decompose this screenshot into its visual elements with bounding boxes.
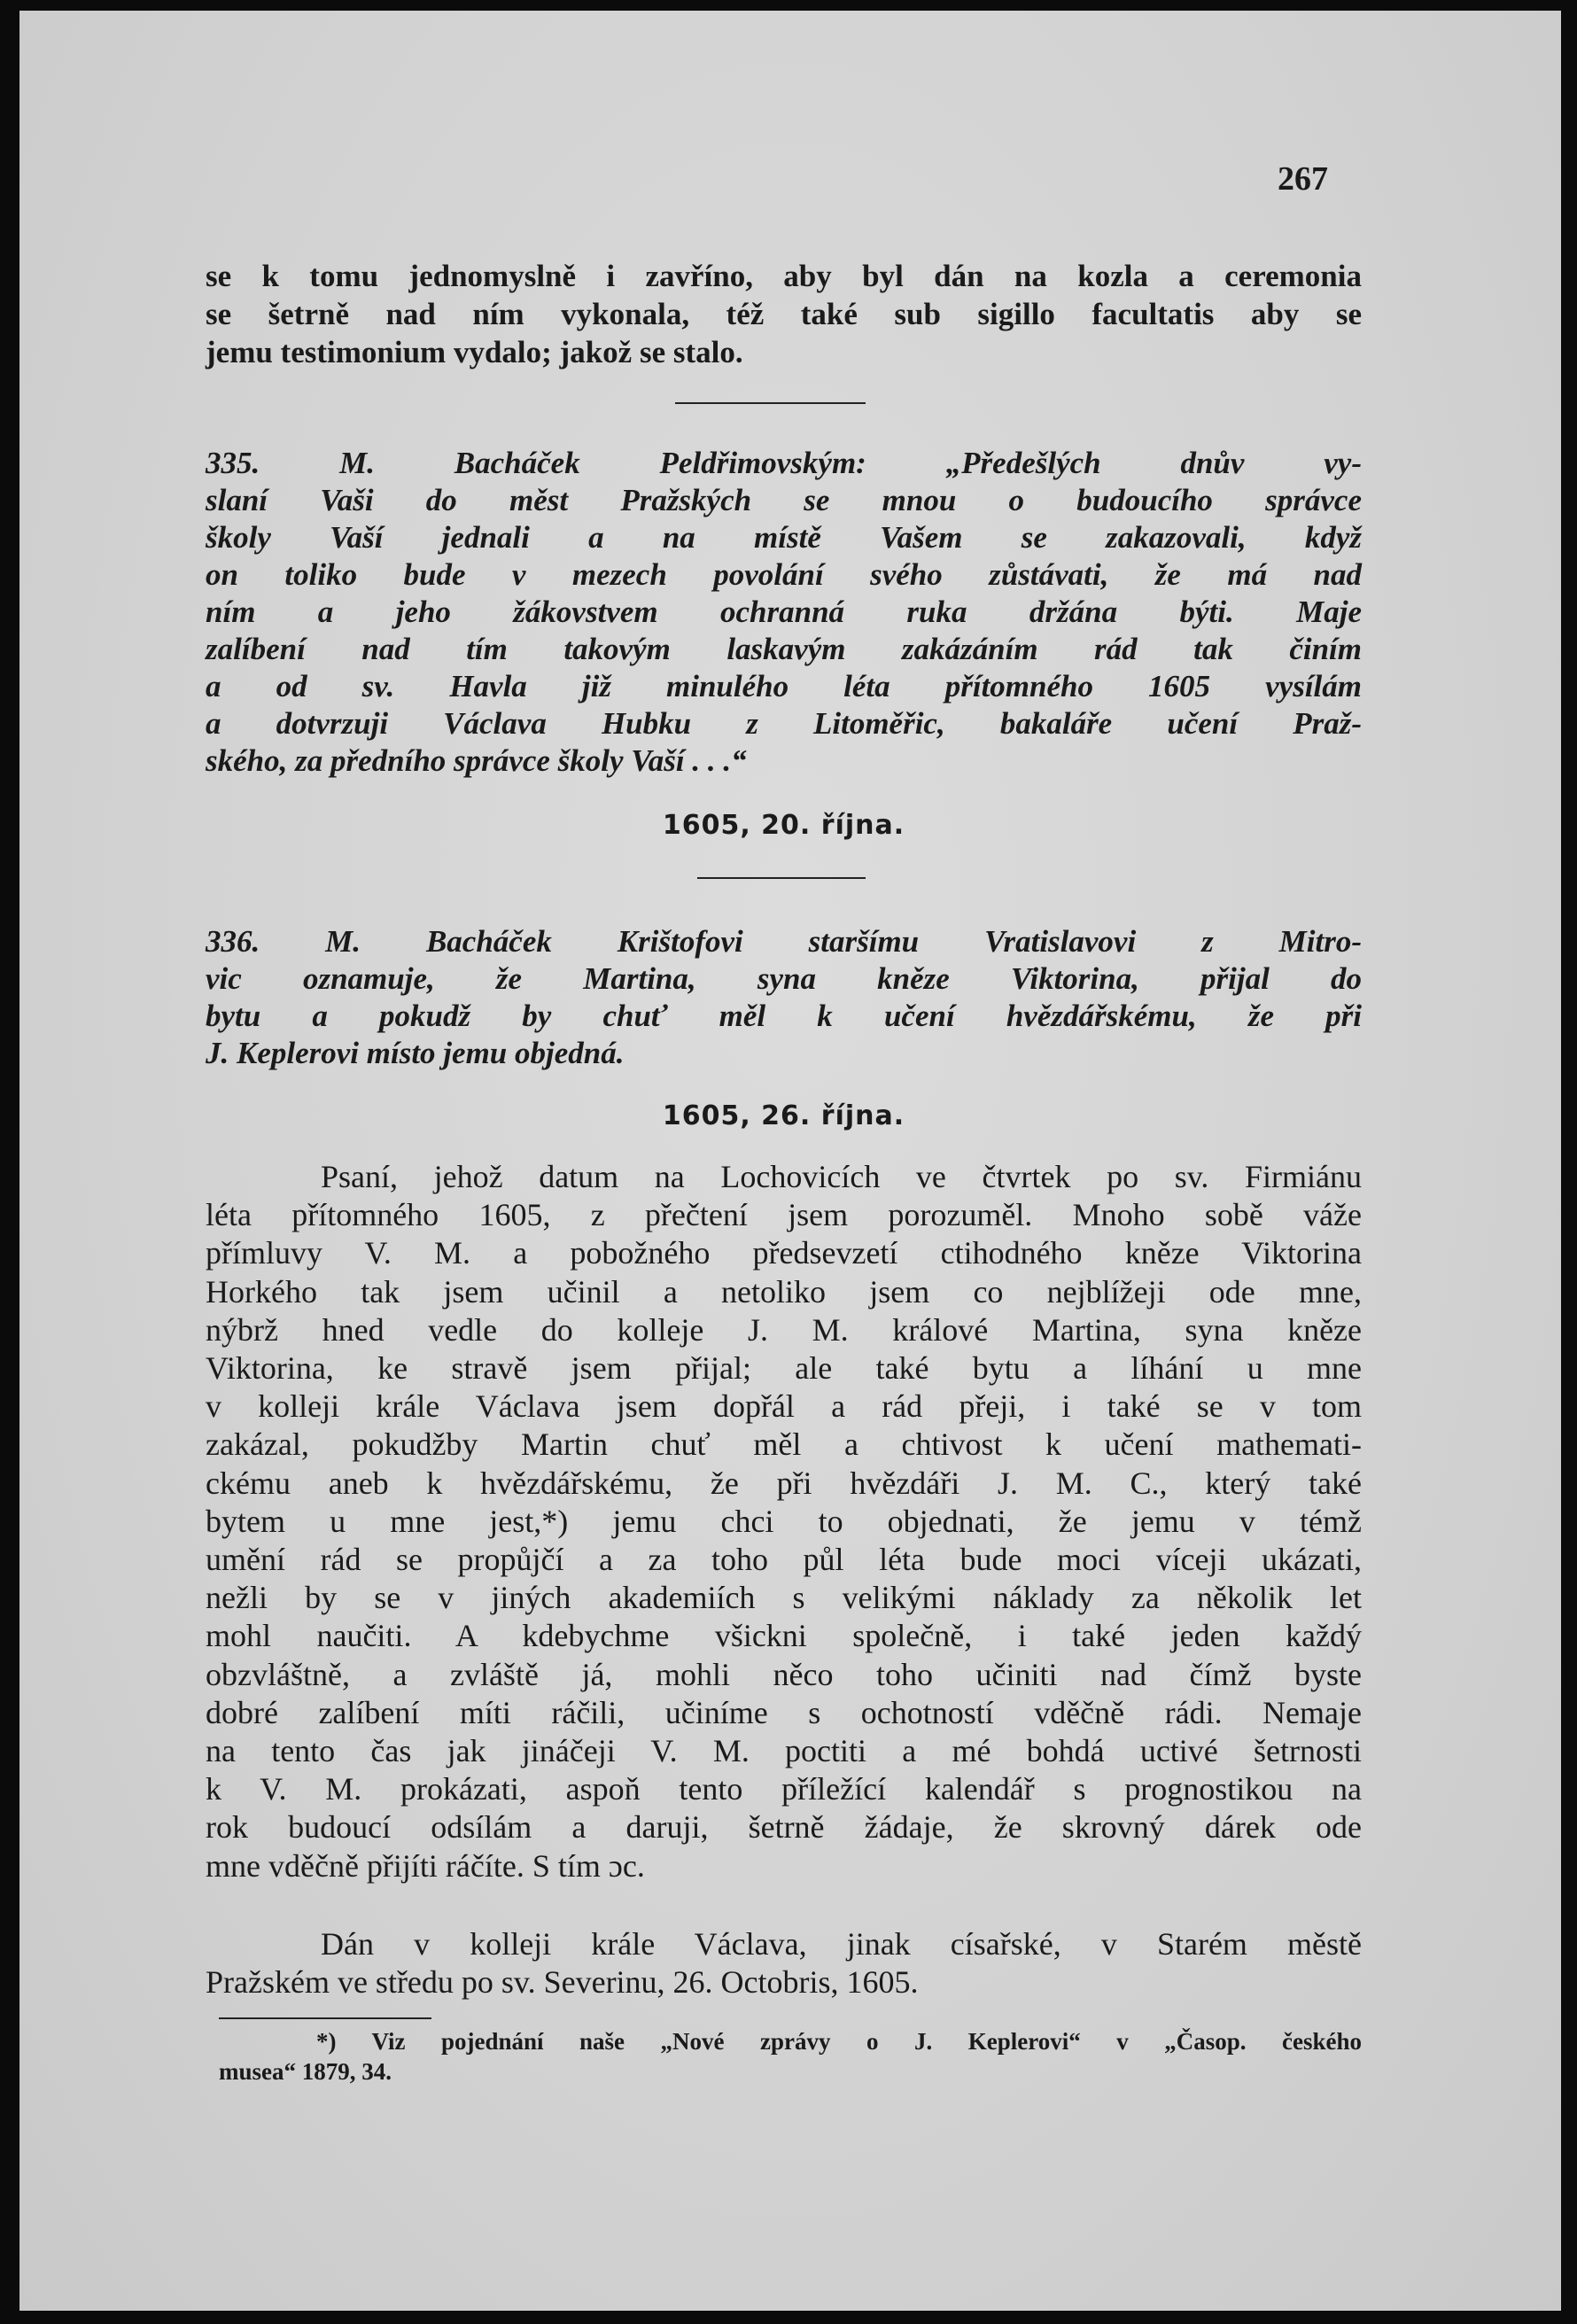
text-line: dobré zalíbení míti ráčili, učiníme s ochotností vděčně rádi. Nemaje <box>206 1694 1362 1730</box>
text-line: se k tomu jednomyslně i zavříno, aby byl dán na kozla a ceremonia <box>206 259 1362 293</box>
text-line: na tento čas jak jináčeji V. M. poctiti a mé bohdá uctivé šetrnosti <box>206 1733 1362 1769</box>
text-line: vic oznamuje, že Martina, syna kněze Viktorina, přijal do <box>206 961 1362 996</box>
text-line: a dotvrzuji Václava Hubku z Litoměřic, bakaláře učení Praž- <box>206 706 1362 741</box>
text-line: zakázal, pokudžby Martin chuť měl a chtivost k učení mathemati- <box>206 1426 1362 1463</box>
text-line: a od sv. Havla již minulého léta přítomného 1605 vysílám <box>206 669 1362 703</box>
page-number: 267 <box>1278 160 1328 198</box>
intro-paragraph <box>206 257 1362 371</box>
text-line: ského, za předního správce školy Vaší . . .“ <box>206 743 747 778</box>
text-line: mne vděčně přijíti ráčíte. S tím ɔc. <box>206 1847 645 1884</box>
footnote-rule <box>219 2017 431 2019</box>
text-line: on toliko bude v mezech povolání svého zůstávati, že má nad <box>206 557 1362 592</box>
text-line: přímluvy V. M. a pobožného předsevzetí ctihodného kněze Viktorina <box>206 1235 1362 1271</box>
text-line: školy Vaší jednali a na místě Vašem se zakazovali, když <box>206 520 1362 555</box>
text-line: jemu testimonium vydalo; jakož se stalo. <box>206 335 743 369</box>
text-line: se šetrně nad ním vykonala, též také sub sigillo facultatis aby se <box>206 297 1362 331</box>
footnote-line: *) Viz pojednání naše „Nové zprávy o J. Keplerovi“ v „Časop. českého <box>316 2028 1362 2055</box>
section-divider <box>697 877 866 879</box>
text-line: ckému aneb k hvězdářskému, že při hvězdáři J. M. C., který také <box>206 1465 1362 1501</box>
text-line: léta přítomného 1605, z přečtení jsem porozuměl. Mnoho sobě váže <box>206 1197 1362 1233</box>
text-line: ním a jeho žákovstvem ochranná ruka držána býti. Maje <box>206 595 1362 629</box>
regest-335 <box>206 445 1362 780</box>
date-336: 1605, 26. října. <box>662 1100 905 1131</box>
text-line: 336. M. Bacháček Krištofovi staršímu Vratislavovi z Mitro- <box>206 924 1362 959</box>
text-line: J. Keplerovi místo jemu objedná. <box>206 1036 625 1070</box>
footnote <box>219 2026 1362 2087</box>
footnote-line: musea“ 1879, 34. <box>219 2058 392 2085</box>
date-335: 1605, 20. října. <box>662 810 905 841</box>
text-line: rok budoucí odsílám a daruji, šetrně žádaje, že skrovný dárek ode <box>206 1809 1362 1846</box>
text-line: 335. M. Bacháček Peldřimovským: „Předešlých dnův vy- <box>206 446 1362 480</box>
text-line: umění rád se propůjčí a za toho půl léta bude moci víceji ukázati, <box>206 1542 1362 1578</box>
letter-closing <box>206 1925 1362 2001</box>
text-line: Psaní, jehož datum na Lochovicích ve čtvrtek po sv. Firmiánu <box>321 1159 1362 1194</box>
text-line: Dán v kolleji krále Václava, jinak císařské, v Starém městě <box>321 1926 1362 1962</box>
text-line: zalíbení nad tím takovým laskavým zakázáním rád tak činím <box>206 632 1362 666</box>
text-line: bytu a pokudž by chuť měl k učení hvězdářskému, že při <box>206 999 1362 1033</box>
section-divider <box>675 402 866 404</box>
text-line: bytem u mne jest,*) jemu chci to objednati, že jemu v témž <box>206 1503 1362 1539</box>
text-line: v kolleji krále Václava jsem dopřál a rád přeji, i také se v tom <box>206 1388 1362 1425</box>
letter-body <box>206 1158 1362 1885</box>
text-line: Horkého tak jsem učinil a netoliko jsem co nejblížeji ode mne, <box>206 1273 1362 1310</box>
text-line: mohl naučiti. A kdebychme všickni společně, i také jeden každý <box>206 1618 1362 1654</box>
text-line: Viktorina, ke stravě jsem přijal; ale také bytu a líhání u mne <box>206 1350 1362 1387</box>
text-line: k V. M. prokázati, aspoň tento příležící kalendář s prognostikou na <box>206 1771 1362 1807</box>
book-page <box>19 11 1561 2311</box>
text-line: nýbrž hned vedle do kolleje J. M. králové Martina, syna kněze <box>206 1311 1362 1348</box>
text-line: nežli by se v jiných akademiích s velikými náklady za několik let <box>206 1580 1362 1616</box>
regest-336 <box>206 923 1362 1072</box>
text-line: Pražském ve středu po sv. Severinu, 26. Octobris, 1605. <box>206 1964 919 2000</box>
text-line: slaní Vaši do měst Pražských se mnou o budoucího správce <box>206 483 1362 517</box>
text-line: obzvláštně, a zvláště já, mohli něco toho učiniti nad čímž byste <box>206 1656 1362 1692</box>
